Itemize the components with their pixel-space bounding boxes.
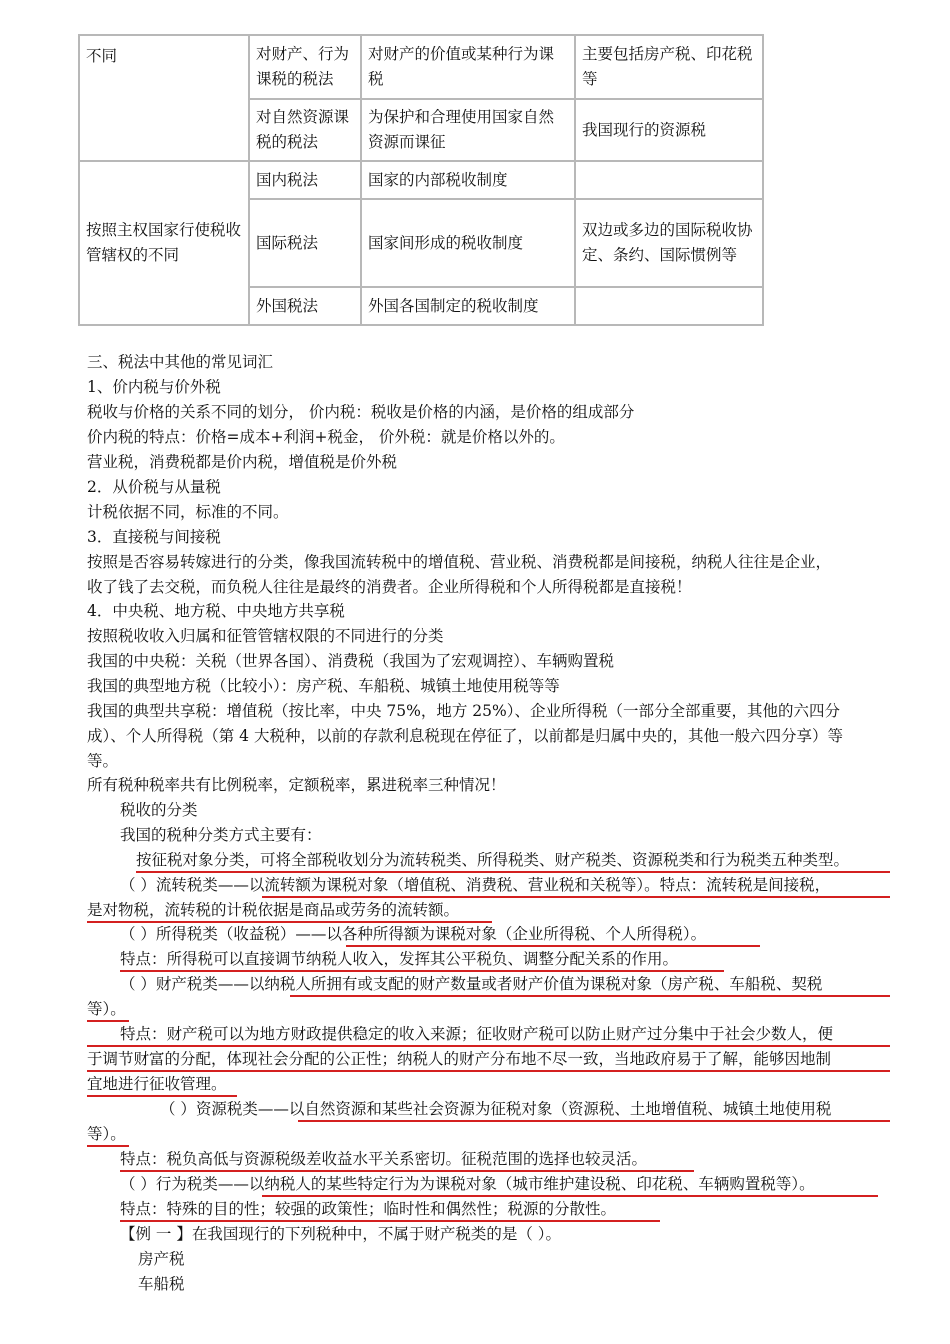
paragraph-line: 宜地进行征收管理。: [87, 1075, 227, 1093]
paragraph-line: 我国的中央税：关税（世界各国）、消费税（我国为了宏观调控）、车辆购置税: [87, 652, 615, 670]
table-cell: 为保护和合理使用国家自然资源而课征: [361, 99, 575, 161]
underline-mark: [290, 995, 890, 997]
paragraph-line: 收了钱了去交税，而负税人往往是最终的消费者。企业所得税和个人所得税都是直接税！: [87, 578, 692, 596]
paragraph-line: 计税依据不同，标准的不同。: [87, 503, 289, 521]
table-cell: [575, 161, 763, 199]
paragraph-line: （ ）财产税类——以纳税人所拥有或支配的财产数量或者财产价值为课税对象（房产税、车船税、契税: [120, 975, 823, 993]
subheading: 1、价内税与价外税: [87, 378, 221, 396]
table-cell: 双边或多边的国际税收协定、条约、国际惯例等: [575, 199, 763, 287]
paragraph-line: 特点：所得税可以直接调节纳税人收入，发挥其公平税负、调整分配关系的作用。: [120, 950, 679, 968]
paragraph-line: 价内税的特点：价格=成本+利润+税金， 价外税：就是价格以外的。: [87, 428, 565, 446]
table-cell: 国家间形成的税收制度: [361, 199, 575, 287]
paragraph-line: （ ）行为税类——以纳税人的某些特定行为为课税对象（城市维护建设税、印花税、车辆购置税等）。: [120, 1175, 815, 1193]
table-cell: 国家的内部税收制度: [361, 161, 575, 199]
subheading: 2．从价税与从量税: [87, 478, 221, 496]
table-cell: 主要包括房产税、印花税等: [575, 35, 763, 99]
paragraph-line: 按照是否容易转嫁进行的分类，像我国流转税中的增值税、营业税、消费税都是间接税，纳税人往往是企业，: [87, 553, 832, 571]
subheading: 4．中央税、地方税、中央地方共享税: [87, 602, 345, 620]
table-cell: 国际税法: [249, 199, 361, 287]
paragraph-line: 于调节财富的分配，体现社会分配的公正性；纳税人的财产分布地不尽一致，当地政府易于了解，能够因地制: [87, 1050, 832, 1068]
paragraph-line: 等。: [87, 752, 119, 770]
table-cell: 国内税法: [249, 161, 361, 199]
paragraph-line: 所有税种税率共有比例税率，定额税率，累进税率三种情况！: [87, 776, 506, 794]
paragraph-line: 按征税对象分类，可将全部税收划分为流转税类、所得税类、财产税类、资源税类和行为税类五种类型。: [136, 851, 850, 869]
table-cell: 不同: [79, 35, 249, 161]
paragraph-line: 我国的典型共享税：增值税（按比率，中央 75%，地方 25%）、企业所得税（一部分全部重要，其他的六四分: [87, 702, 841, 720]
paragraph-line: 我国的典型地方税（比较小）：房产税、车船税、城镇土地使用税等等: [87, 677, 560, 695]
table-cell: 对财产、行为课税的税法: [249, 35, 361, 99]
paragraph-line: 营业税，消费税都是价内税，增值税是价外税: [87, 453, 398, 471]
option-item: 房产税: [138, 1250, 185, 1268]
paragraph-line: 成）、个人所得税（第 4 大税种，以前的存款利息税现在停征了，以前都是归属中央的，其他一般六四分享）等: [87, 727, 843, 745]
paragraph-line: 特点：财产税可以为地方财政提供稳定的收入来源；征收财产税可以防止财产过分集中于社会少数人，便: [120, 1025, 834, 1043]
table-cell: 对自然资源课税的税法: [249, 99, 361, 161]
paragraph-line: （ ）资源税类——以自然资源和某些社会资源为征税对象（资源税、土地增值税、城镇土地使用税: [160, 1100, 832, 1118]
paragraph-line: 等）。: [87, 1000, 126, 1018]
table-cell: 我国现行的资源税: [575, 99, 763, 161]
paragraph-line: 特点：税负高低与资源税级差收益水平关系密切。征税范围的选择也较灵活。: [120, 1150, 648, 1168]
underline-mark: [298, 1120, 890, 1122]
paragraph-line: 我国的税种分类方式主要有：: [120, 826, 322, 844]
paragraph-line: 特点：特殊的目的性；较强的政策性；临时性和偶然性；税源的分散性。: [120, 1200, 617, 1218]
paragraph-line: 是对物税，流转税的计税依据是商品或劳务的流转额。: [87, 901, 460, 919]
subheading: 3．直接税与间接税: [87, 528, 221, 546]
table-cell: 按照主权国家行使税收管辖权的不同: [79, 161, 249, 325]
paragraph-line: 税收与价格的关系不同的划分， 价内税：税收是价格的内涵，是价格的组成部分: [87, 403, 635, 421]
paragraph-line: （ ）所得税类（收益税）——以各种所得额为课税对象（企业所得税、个人所得税）。: [120, 925, 707, 943]
example-question: 【例 一 】在我国现行的下列税种中，不属于财产税类的是（ ）。: [120, 1225, 562, 1243]
table-cell: 外国各国制定的税收制度: [361, 287, 575, 325]
table-cell: 外国税法: [249, 287, 361, 325]
table-cell: 对财产的价值或某种行为课税: [361, 35, 575, 99]
tax-law-classification-table: [78, 34, 764, 326]
subheading: 税收的分类: [120, 801, 198, 819]
option-item: 车船税: [138, 1275, 185, 1293]
paragraph-line: 等）。: [87, 1125, 126, 1143]
paragraph-line: 按照税收收入归属和征管管辖权限的不同进行的分类: [87, 627, 444, 645]
paragraph-line: （ ）流转税类——以流转额为课税对象（增值税、消费税、营业税和关税等）。特点：流转税是间接税，: [120, 876, 831, 894]
table-cell: [575, 287, 763, 325]
section-heading: 三、税法中其他的常见词汇: [87, 353, 274, 371]
